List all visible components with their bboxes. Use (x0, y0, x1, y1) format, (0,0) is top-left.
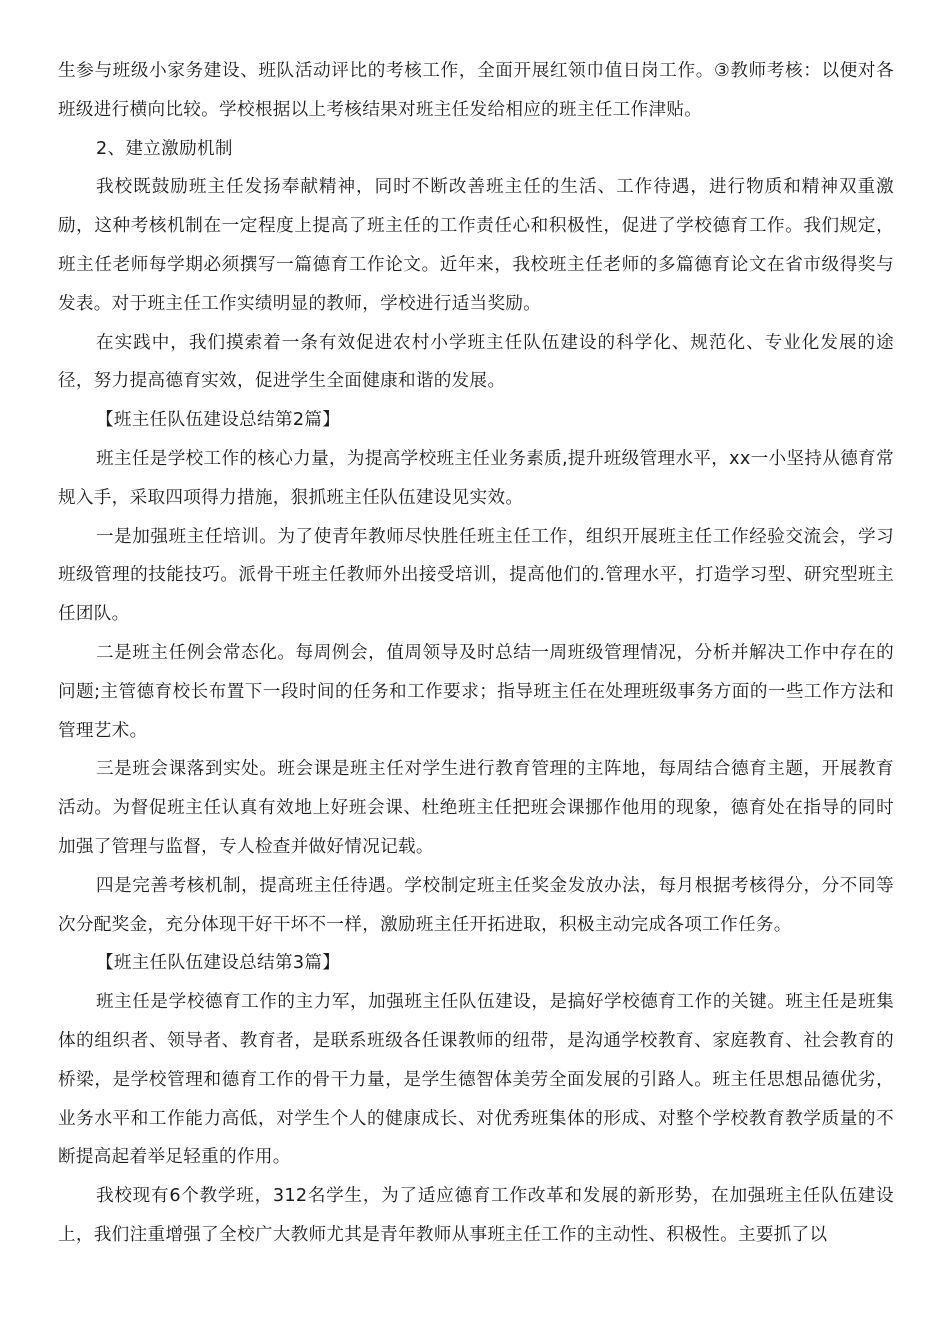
paragraph-practice: 在实践中，我们摸索着一条有效促进农村小学班主任队伍建设的科学化、规范化、专业化发展的途径，努力提高德育实效，促进学生全面健康和谐的发展。 (58, 332, 894, 392)
paragraph-incentive: 我校既鼓励班主任发扬奉献精神，同时不断改善班主任的生活、工作待遇，进行物质和精神双重激励，这种考核机制在一定程度上提高了班主任的工作责任心和积极性，促进了学校德育工作。我们规定，班主任老师每学期必须撰写一篇德育工作论文。近年来，我校班主任老师的多篇德育论文在省市级得奖与发表。对于班主任工作实绩明显的教师，学校进行适当奖励。 (58, 177, 894, 314)
paragraph-class-meeting: 三是班会课落到实处。班会课是班主任对学生进行教育管理的主阵地，每周结合德育主题，开展教育活动。为督促班主任认真有效地上好班会课、杜绝班主任把班会课挪作他用的现象，德育处在指导的同时加强了管理与监督，专人检查并做好情况记载。 (58, 759, 894, 857)
paragraph-part2-intro: 班主任是学校工作的核心力量，为提高学校班主任业务素质,提升班级管理水平，xx一小坚持从德育常规入手，采取四项得力措施，狠抓班主任队伍建设见实效。 (58, 448, 894, 508)
paragraph-school-status: 我校现有6个教学班，312名学生，为了适应德育工作改革和发展的新形势，在加强班主任队伍建设上，我们注重增强了全校广大教师尤其是青年教师从事班主任工作的主动性、积极性。主要抓了以 (58, 1186, 894, 1245)
paragraph-weekly-meeting: 二是班主任例会常态化。每周例会，值周领导及时总结一周班级管理情况，分析并解决工作中存在的问题;主管德育校长布置下一段时间的任务和工作要求；指导班主任在处理班级事务方面的一些工作方法和管理艺术。 (58, 642, 894, 741)
section-heading-part-2: 【班主任队伍建设总结第2篇】 (96, 410, 341, 431)
paragraph-part3-intro: 班主任是学校德育工作的主力军，加强班主任队伍建设，是搞好学校德育工作的关键。班主任是班集体的组织者、领导者、教育者，是联系班级各任课教师的纽带，是沟通学校教育、家庭教育、社会教育的桥梁，是学校管理和德育工作的骨干力量，是学生德智体美劳全面发展的引路人。班主任思想品德优劣，业务水平和工作能力高低，对学生个人的健康成长、对优秀班集体的形成、对整个学校教育教学质量的不断提高起着举足轻重的作用。 (58, 992, 894, 1168)
paragraph-continuation: 生参与班级小家务建设、班队活动评比的考核工作，全面开展红领巾值日岗工作。③教师考核：以便对各班级进行横向比较。学校根据以上考核结果对班主任发给相应的班主任工作津贴。 (58, 61, 894, 120)
section-heading-part-3: 【班主任队伍建设总结第3篇】 (96, 953, 341, 974)
document-page (58, 52, 894, 1255)
paragraph-training: 一是加强班主任培训。为了使青年教师尽快胜任班主任工作，组织开展班主任工作经验交流会，学习班级管理的技能技巧。派骨干班主任教师外出接受培训，提高他们的.管理水平，打造学习型、研究型班主任团队。 (58, 526, 894, 625)
section-heading-incentive: 2、建立激励机制 (96, 138, 233, 159)
paragraph-assessment: 四是完善考核机制，提高班主任待遇。学校制定班主任奖金发放办法，每月根据考核得分，分不同等次分配奖金，充分体现干好干坏不一样，激励班主任开拓进取，积极主动完成各项工作任务。 (58, 875, 894, 935)
